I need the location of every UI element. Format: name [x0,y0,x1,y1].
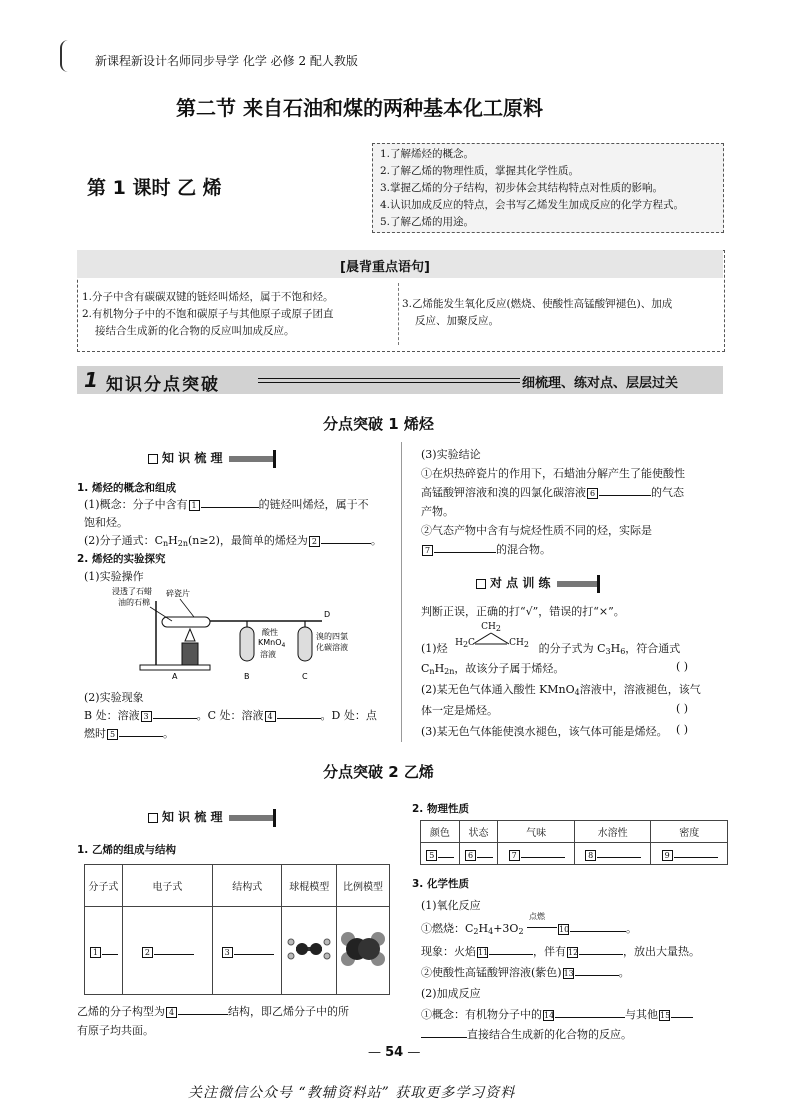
concept-line [84,496,369,512]
phen-text-4: 燃时 [84,727,106,740]
conclusion-1b [421,484,684,500]
blank-number: 7 [422,545,433,556]
table-cell [574,843,651,865]
blank-number: 12 [568,947,579,957]
diagram-label-asbestos: 浸透了石蜡 [112,587,152,596]
phen2-text-2: ，伴有 [533,945,566,958]
phenomenon-line [421,943,700,959]
ch2-text: CH [481,622,496,632]
answer-paren-1[interactable]: ( ) [676,660,689,673]
fill-blank[interactable] [153,707,197,719]
diagram-label-bromine-2: 化碳溶液 [316,643,348,652]
question-2: (2)某无色气体通入酸性 KMnO$_4$溶液中，溶液褪色，该气 [421,683,701,697]
fill-blank[interactable] [555,1006,625,1018]
part1-h2: 2. 烯烃的实验探究 [77,553,166,565]
part1-h1: 1. 烯烃的概念和组成 [77,482,176,494]
kmno-text: ②使酸性高锰酸钾溶液(紫色) [421,966,562,979]
blank-number: 5 [107,729,118,740]
blank-number: 3 [141,711,152,722]
header-bar [557,581,597,587]
phen2-text: 现象：火焰 [421,945,476,958]
answer-paren-2[interactable]: ( ) [676,702,689,715]
part1-knowledge-header [148,449,276,468]
burn-text-3: +3O [493,922,519,935]
space-filling-model [339,929,387,969]
knowledge-header-text: 知 识 梳 理 [162,810,223,824]
part1-title: 分点突破 1 烯烃 [323,415,434,433]
blank-number: 10 [559,924,570,934]
q1-text-3: H [610,642,621,655]
add-text-3: 直接结合生成新的化合物的反应。 [467,1028,632,1041]
q1-text-4: ，符合通式 [625,642,681,655]
experiment-op: (1)实验操作 [84,570,144,583]
conclusion-title: (3)实验结论 [421,448,481,461]
fill-blank[interactable] [438,846,454,858]
table-cell [421,843,460,865]
practice-header [476,574,600,593]
fill-blank[interactable] [102,943,118,955]
section-icon [476,579,486,589]
kmno4-line [421,964,630,980]
blank-number: 11 [478,947,489,957]
blank-number: 1 [189,500,200,511]
diagram-label-acid: 酸性 [262,628,278,637]
concept-text-2: 的链烃叫烯烃，属于不 [258,498,369,511]
diagram-label-asbestos-2: 油的石棉 [118,598,150,607]
table-header-cell: 气味 [498,821,575,843]
ch2r-text: CH [509,638,524,648]
blank-number: 9 [662,850,673,861]
table-header-cell: 比例模型 [337,865,390,907]
table-cell [122,907,212,995]
diagram-label-d: D [324,610,331,619]
fill-blank[interactable] [277,707,321,719]
table-cell [498,843,575,865]
table-header-row [85,865,390,907]
fill-blank[interactable] [570,920,626,932]
practice-header-text: 对 点 训 练 [490,576,551,590]
memory-left [82,289,334,340]
table-header-cell: 状态 [459,821,498,843]
header-text: 新课程新设计名师同步导学 化学 必修 2 配人教版 [95,54,358,68]
table-header-cell: 电子式 [122,865,212,907]
phen2-text-3: ，放出大量热。 [623,945,700,958]
burner-flame [185,629,195,641]
blank-number: 1 [90,947,101,958]
conc-text: 高锰酸钾溶液和溴的四氯化碳溶液 [421,486,586,499]
q1-text-5: C [421,662,430,675]
blank-number: 6 [465,850,476,861]
diagram-label-a: A [172,672,178,680]
q2-text: (2)某无色气体通入酸性 KMnO [421,683,575,696]
blank-number: 15 [660,1010,671,1020]
table-header-cell: 水溶性 [574,821,651,843]
test-tube-horizontal [162,617,210,627]
memory-title-text: 晨背重点语句 [345,260,424,275]
burner [182,643,198,665]
fill-blank[interactable] [489,943,533,955]
table-header-cell: 结构式 [213,865,282,907]
addition-concept [421,1006,693,1022]
oxidation-title: (1)氧化反应 [421,899,481,912]
objectives-list [380,146,684,231]
phen-text-2: 。C 处：溶液 [196,709,264,722]
blank-number: 8 [585,850,596,861]
page-number: — 54 — [368,1045,421,1060]
memory-divider [398,283,399,345]
page-number-text: 54 [385,1045,404,1060]
experiment-apparatus-diagram [110,583,350,680]
formula-sub-2n: 2n [177,539,188,548]
arrow-line [527,927,557,928]
addition-title: (2)加成反应 [421,987,481,1000]
fill-blank[interactable] [234,943,274,955]
banner-number: 1 [84,368,98,392]
lesson-title: 第 1 课时 乙 烯 [87,177,222,199]
h2c-left: $H_2C$ [455,638,475,649]
blank-number: 7 [509,850,520,861]
reaction-condition: 点燃 [529,912,546,921]
ch2-right: $CH_2$ [509,638,529,649]
blank-number: 2 [142,947,153,958]
conclusion-1d: 产物。 [421,505,454,518]
part2-h1: 1. 乙烯的组成与结构 [77,844,176,856]
header-bar [229,815,273,821]
diagram-label-kmno4 [258,638,286,649]
fill-blank[interactable] [119,725,163,737]
phenomenon-line-2: 燃时 5 。 [84,727,174,740]
objective-item: 1.了解烯烃的概念。 [380,148,475,160]
fill-blank[interactable] [671,1006,693,1018]
table-header-cell: 密度 [651,821,728,843]
memory-item: 反应、加聚反应。 [415,315,499,327]
fill-blank[interactable] [178,1003,228,1015]
banner-right-text: 细梳理、练对点、层层过关 [522,376,679,391]
formula-text-h: H [168,534,178,547]
memory-item: 1.分子中含有碳碳双键的链烃叫烯烃，属于不饱和烃。 [82,291,334,303]
burn-text-2: H [478,922,489,935]
blank-number: 3 [222,947,233,958]
question-1-cont: $C_nH_{2n}$，故该分子属于烯烃。 [421,662,565,676]
header-bar [229,456,273,462]
formula-text: (2)分子通式：C [84,534,163,547]
fill-blank[interactable] [521,846,565,858]
test-tube-c [298,627,312,661]
table-header-cell: 球棍模型 [282,865,337,907]
blank-number: 4 [166,1007,177,1018]
kmno-text-2: 。 [618,966,630,979]
table-header-cell: 分子式 [85,865,123,907]
add-text: ①概念：有机物分子中的 [421,1008,542,1021]
banner-rule [258,378,520,383]
structure-line-1 [77,1003,349,1019]
table-header-row [421,821,728,843]
q2-text-2: 溶液中，溶液褪色，该气 [579,683,701,696]
reaction-arrow [527,912,557,932]
objective-item: 4.认识加成反应的特点，会书写乙烯发生加成反应的化学方程式。 [380,199,685,211]
question-2-cont: 体一定是烯烃。 [421,704,498,717]
header-bar-end [273,450,276,468]
fill-blank[interactable] [201,496,259,508]
burn-text: ①燃烧：C [421,922,474,935]
fill-blank[interactable] [321,532,371,544]
fill-blank[interactable] [434,541,496,553]
kmno4-text: KMnO [258,638,282,647]
diagram-label-c: C [302,672,308,680]
fill-blank[interactable] [674,846,718,858]
fill-blank[interactable] [579,943,623,955]
memory-item: 接结合生成新的化合物的反应叫加成反应。 [95,325,295,337]
q1-text: (1)烃 [421,642,448,655]
conc-text-2: 的气态 [651,486,684,499]
column-divider [401,442,402,742]
question-1: (1)烃 $CH_2$ $H_2C$ $CH_2$ 的分子式为 $C_3H_6$，符合通式 [421,622,681,656]
test-tube-b [240,627,254,661]
blank-number: 5 [426,850,437,861]
conclusion-1a: ①在炽热碎瓷片的作用下，石蜡油分解产生了能使酸性 [421,467,685,480]
diagram-label-b: B [244,672,250,680]
table-cell [213,907,282,995]
table-row [85,907,390,995]
fill-blank[interactable] [575,964,619,976]
blank-number: 4 [265,711,276,722]
q1-text-6: H [434,662,445,675]
burn-text-4: 。 [626,922,638,935]
blank-number: 6 [587,488,598,499]
memory-item: 3.乙烯能发生氧化反应(燃烧、使酸性高锰酸钾褪色)、加成 [402,298,673,310]
physical-properties-table [420,820,728,865]
diagram-label-bromine: 溴的四氯 [316,632,348,641]
q1-text-7: ，故该分子属于烯烃。 [454,662,565,675]
diagram-label-tile: 碎瓷片 [166,589,190,598]
header-bar-end [597,575,600,593]
objective-item: 2.了解乙烯的物理性质，掌握其化学性质。 [380,165,580,177]
answer-paren-3[interactable]: ( ) [676,723,689,736]
structure-text: 乙烯的分子构型为 [77,1005,165,1018]
combustion-line: ①燃烧：$C_2H_4+3O_2$ 点燃 10 。 [421,912,638,936]
question-3: (3)某无色气体能使溴水褪色，该气体可能是烯烃。 [421,725,668,738]
phen-text-3: 。D 处：点 [320,709,377,722]
part2-h3: 3. 化学性质 [412,878,469,890]
header-bracket [60,40,72,72]
table-cell [651,843,728,865]
addition-concept-2 [421,1026,632,1042]
part2-title: 分点突破 2 乙烯 [323,763,434,781]
part2-knowledge-header [148,808,276,827]
objective-item: 3.掌握乙烯的分子结构，初步体会其结构特点对性质的影响。 [380,182,664,194]
structure-line-2: 有原子均共面。 [77,1024,154,1037]
concept-text: (1)概念：分子中含有 [84,498,188,511]
blank-number: 2 [309,536,320,547]
table-cell [85,907,123,995]
h2c-text: H [455,638,463,648]
header-bar-end [273,809,276,827]
phenomenon-line-1 [84,707,377,723]
ball-stick-model [286,937,332,961]
ethylene-structure-table [84,864,390,995]
conclusion-2b [421,541,551,557]
banner-title: 知识分点突破 [106,375,220,395]
section-icon [148,813,158,823]
blank-number: 14 [544,1010,555,1020]
triangle-bonds [471,632,511,646]
section-title: 第二节 来自石油和煤的两种基本化工原料 [176,96,543,120]
phen-text: B 处：溶液 [84,709,140,722]
memory-title: [晨背重点语句] [340,260,430,275]
table-header-cell: 颜色 [421,821,460,843]
knowledge-header-text: 知 识 梳 理 [162,451,223,465]
fill-blank[interactable] [421,1026,467,1038]
table-cell [282,907,337,995]
formula-text-2: (n≥2)，最简单的烯烃为 [188,534,308,547]
footer-note: 关注微信公众号 “教辅资料站” 获取更多学习资料 [188,1085,516,1101]
fill-blank[interactable] [597,846,641,858]
q1-text-2: 的分子式为 C [538,642,606,655]
phenomenon-title: (2)实验现象 [84,691,144,704]
objective-item: 5.了解乙烯的用途。 [380,216,475,228]
conclusion-2a: ②气态产物中含有与烷烃性质不同的烃，实际是 [421,524,652,537]
diagram-label-solution: 溶液 [260,650,276,659]
add-text-2: 与其他 [625,1008,658,1021]
section-icon [148,454,158,464]
blank-number: 13 [563,968,574,978]
fill-blank[interactable] [154,943,194,955]
judge-instruction: 判断正误，正确的打“√”，错误的打“×”。 [421,605,625,618]
memory-right [402,296,672,330]
ch2-top: $CH_2$ [481,622,501,633]
formula-line: (2)分子通式：$C_nH_{2n}(n\ge 2)$，最简单的烯烃为 2 。 [84,534,382,548]
formula-sub: n [163,539,169,548]
conc-text-3: 的混合物。 [496,543,551,556]
cyclopropane-structure [451,622,535,652]
memory-item: 2.有机物分子中的不饱和碳原子与其他原子或原子团直 [82,308,334,320]
fill-blank[interactable] [477,846,493,858]
part2-h2: 2. 物理性质 [412,803,469,815]
table-cell [459,843,498,865]
table-cell [337,907,390,995]
table-row [421,843,728,865]
concept-line-2: 饱和烃。 [84,516,128,529]
stand-base [140,665,210,670]
kmno4-sub: 4 [281,642,286,649]
fill-blank[interactable] [599,484,651,496]
structure-text-2: 结构，即乙烯分子中的所 [228,1005,349,1018]
